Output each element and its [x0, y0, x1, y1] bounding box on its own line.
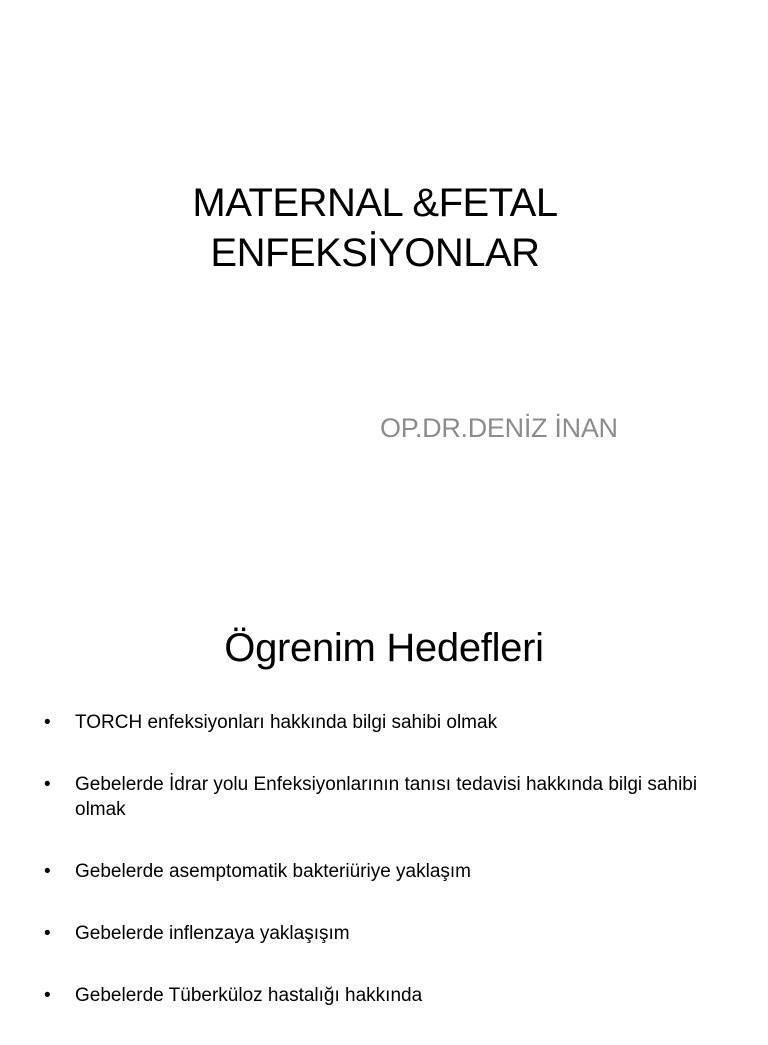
- author-subtitle: OP.DR.DENİZ İNAN: [380, 413, 618, 443]
- list-item: [40, 983, 730, 1008]
- bullet-icon: •: [44, 923, 51, 944]
- list-item-text: Gebelerde Tüberküloz hastalığı hakkında: [75, 985, 423, 1006]
- list-item-text: Gebelerde inflenzaya yaklaşışım: [75, 923, 350, 944]
- list-item: [40, 710, 730, 735]
- list-item: [40, 859, 730, 884]
- slide-title-line-1: MATERNAL &FETAL: [192, 181, 558, 225]
- objectives-slide: [0, 560, 768, 1024]
- bullet-icon: •: [44, 774, 51, 795]
- list-item-text: Gebelerde İdrar yolu Enfeksiyonlarının tanısı tedavisi hakkında bilgi sahibi olmak: [75, 774, 698, 820]
- slide-title: [0, 178, 750, 278]
- list-item: [40, 921, 730, 946]
- list-item: [40, 772, 730, 822]
- objectives-title: Ögrenim Hedefleri: [224, 626, 544, 670]
- objectives-list: [40, 710, 730, 1045]
- bullet-icon: •: [44, 985, 51, 1006]
- bullet-icon: •: [44, 861, 51, 882]
- bullet-icon: •: [44, 712, 51, 733]
- list-item-text: TORCH enfeksiyonları hakkında bilgi sahibi olmak: [75, 712, 498, 733]
- list-item-text: Gebelerde asemptomatik bakteriüriye yaklaşım: [75, 861, 472, 882]
- slide-title-line-2: ENFEKSİYONLAR: [210, 231, 540, 275]
